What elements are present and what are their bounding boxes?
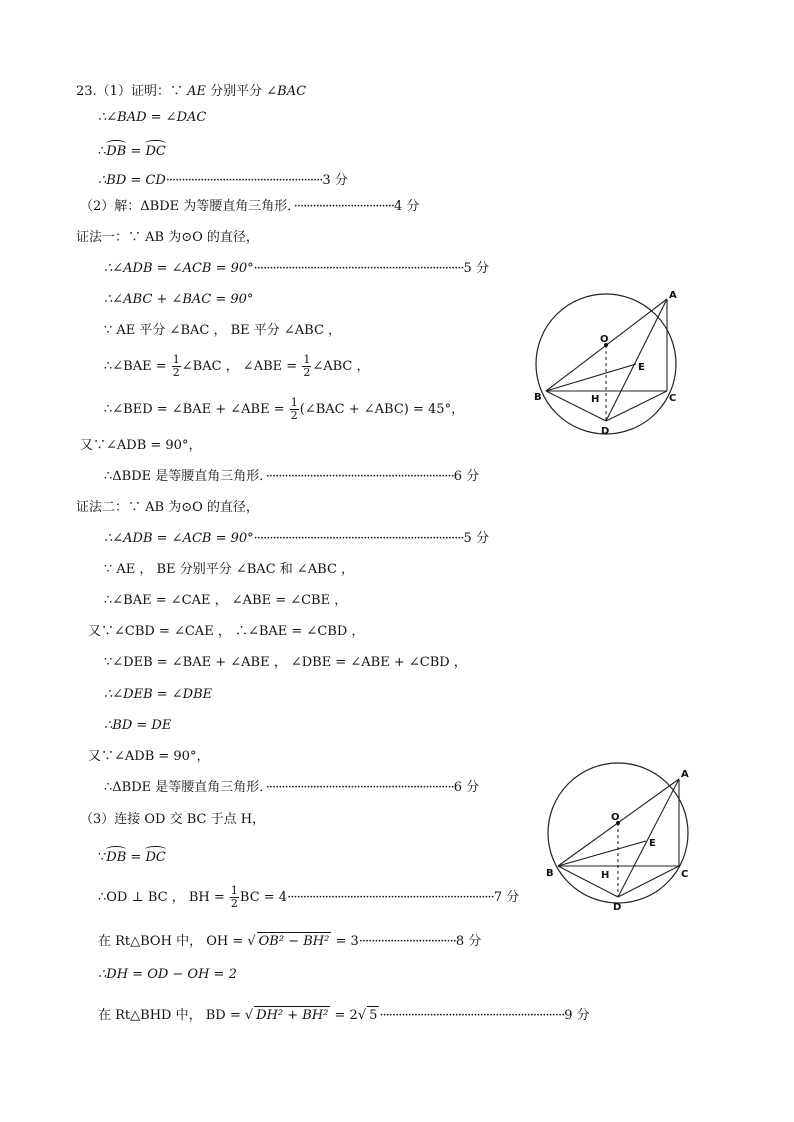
text-segment: BAC [277, 84, 307, 99]
leader-dots: ··························································· [379, 1008, 565, 1023]
text-segment: ∴∠ADB = ∠ACB = 90° [104, 531, 254, 546]
label-e: E [638, 362, 645, 373]
method1-line3: ∵ AE 平分 ∠BAC ， BE 平分 ∠ABC ， [104, 323, 342, 338]
label-d: D [613, 902, 622, 913]
method2-line1 [104, 530, 489, 548]
method2-title: 证法二：∵ AB 为⊙O 的直径， [76, 500, 259, 515]
text-segment: ∴∠BAE = [104, 359, 167, 374]
leader-dots: ·································································· [287, 890, 494, 905]
method1-line6: 又∵∠ADB = 90°， [80, 438, 202, 453]
score-label: 7 分 [493, 890, 520, 905]
fraction-half [230, 885, 239, 910]
leader-dots: ···························································· [265, 469, 454, 484]
leader-dots: ································ [293, 199, 394, 214]
fraction-den: 2 [172, 366, 180, 379]
text-segment: 分别平分 ∠ [205, 84, 278, 99]
part2-heading [80, 198, 419, 216]
fraction-den: 2 [230, 897, 238, 910]
circle-o [548, 763, 688, 903]
part3-line3: 在 Rt△BOH 中， OH = √ OB² − BH² = 3·······························8 分 [98, 934, 482, 949]
text-segment: ∴∠BED = ∠BAE + ∠ABE = [104, 402, 285, 417]
method1-line1 [104, 260, 489, 278]
problem-23-part1-line1 [76, 83, 306, 101]
method2-line8: 又∵∠ADB = 90°， [88, 749, 210, 764]
score-label: 6 分 [453, 780, 480, 795]
score-label: 5 分 [463, 261, 489, 276]
method2-line4: 又∵∠CBD = ∠CAE ， ∴∠BAE = ∠CBD ， [88, 624, 365, 639]
label-o: O [611, 812, 620, 823]
text-segment: ∴ΔBDE 是等腰直角三角形． [104, 469, 266, 484]
score-label: 3 分 [322, 173, 348, 188]
fraction-half [172, 354, 181, 379]
text-segment: BC = 4 [239, 890, 288, 905]
method2-line6: ∴∠DEB = ∠DBE [104, 687, 213, 702]
text-segment: ∠ABC ， [312, 359, 370, 374]
label-b: B [546, 868, 554, 879]
text-segment: ∴BD = CD [98, 173, 166, 188]
sqrt-radicand: OB² − BH² [258, 934, 330, 949]
text-segment: (∠BAC + ∠ABC) = 45°， [299, 402, 465, 417]
text-segment: = [126, 850, 146, 865]
score-label: 4 分 [394, 199, 420, 214]
fraction-num: 1 [230, 884, 238, 897]
part1-line2: ∴∠BAD = ∠DAC [98, 110, 207, 125]
geometry-figure-1 [528, 278, 698, 443]
leader-dots: ··································································· [253, 531, 464, 546]
segment-dc [606, 391, 667, 421]
segment-be [558, 841, 646, 866]
text-segment: 在 Rt△BHD 中， BD = [98, 1008, 241, 1023]
leader-dots: ······························· [358, 934, 456, 949]
label-a: A [681, 769, 689, 780]
text-segment: = 3 [335, 934, 359, 949]
method1-line4 [104, 353, 369, 381]
score-label: 8 分 [455, 934, 482, 949]
text-segment: ∴OD ⊥ BC ， BH = [98, 890, 225, 905]
sqrt-radicand: DH² + BH² [256, 1008, 329, 1023]
fraction-den: 2 [290, 409, 298, 422]
label-o: O [600, 334, 609, 345]
arc-db: DB [106, 846, 126, 867]
method2-line5: ∵∠DEB = ∠BAE + ∠ABE ， ∠DBE = ∠ABE + ∠CBD ， [104, 655, 467, 670]
fraction-num: 1 [172, 353, 180, 366]
text-segment: AE [187, 84, 206, 99]
label-d: D [601, 426, 610, 437]
text-segment: ∴ [98, 144, 107, 159]
label-h: H [591, 394, 600, 405]
part3-line5: 在 Rt△BHD 中， BD = √ DH² + BH² = 2√ 5 ···························································9 分 [98, 1008, 590, 1023]
method1-title: 证法一：∵ AB 为⊙O 的直径， [76, 230, 259, 245]
segment-dc [618, 866, 679, 897]
segment-ad [606, 299, 667, 421]
method2-line2: ∵ AE ， BE 分别平分 ∠BAC 和 ∠ABC ， [104, 562, 355, 577]
text-segment: ∵ [98, 850, 107, 865]
method2-line7: ∴BD = DE [104, 718, 172, 733]
part1-line4 [98, 172, 348, 190]
method1-line5 [104, 396, 464, 424]
label-c: C [669, 393, 677, 404]
geometry-figure-2 [538, 745, 708, 913]
fraction-num: 1 [303, 353, 311, 366]
part3-line1 [98, 846, 166, 864]
score-label: 5 分 [463, 531, 489, 546]
fraction-den: 2 [303, 366, 311, 379]
fraction-half [290, 397, 299, 422]
part3-line2 [98, 884, 519, 912]
score-label: 6 分 [453, 469, 480, 484]
arc-dc: DC [145, 846, 165, 867]
part1-line3 [98, 140, 166, 158]
arc-db: DB [106, 140, 126, 161]
leader-dots: ·················································· [165, 173, 323, 188]
method1-line2: ∴∠ABC + ∠BAC = 90° [104, 292, 254, 307]
label-c: C [681, 869, 689, 880]
leader-dots: ··································································· [253, 261, 464, 276]
text-segment: ∴∠ADB = ∠ACB = 90° [104, 261, 254, 276]
part3-line4: ∴DH = OD − OH = 2 [98, 967, 237, 982]
sqrt-radicand: 5 [369, 1008, 378, 1023]
label-e: E [649, 838, 656, 849]
label-b: B [534, 392, 542, 403]
fraction-num: 1 [290, 396, 298, 409]
score-label: 9 分 [564, 1008, 590, 1023]
method2-line9 [104, 779, 479, 797]
part3-heading: （3）连接 OD 交 BC 于点 H， [80, 812, 266, 827]
text-segment: 在 Rt△BOH 中， OH = [98, 934, 244, 949]
text-segment: 23.（1）证明：∵ [76, 84, 183, 99]
text-segment: = 2 [334, 1008, 358, 1023]
text-segment: ∴ΔBDE 是等腰直角三角形． [104, 780, 266, 795]
fraction-half [302, 354, 311, 379]
text-segment: （2）解：ΔBDE 为等腰直角三角形． [80, 199, 294, 214]
method2-line3: ∴∠BAE = ∠CAE ， ∠ABE = ∠CBE ， [104, 593, 348, 608]
text-segment: ∠BAC ， ∠ABE = [181, 359, 298, 374]
label-h: H [601, 870, 610, 881]
text-segment: = [126, 144, 146, 159]
method1-line7 [104, 468, 479, 486]
arc-dc: DC [145, 140, 165, 161]
label-a: A [669, 290, 677, 301]
leader-dots: ···························································· [265, 780, 454, 795]
